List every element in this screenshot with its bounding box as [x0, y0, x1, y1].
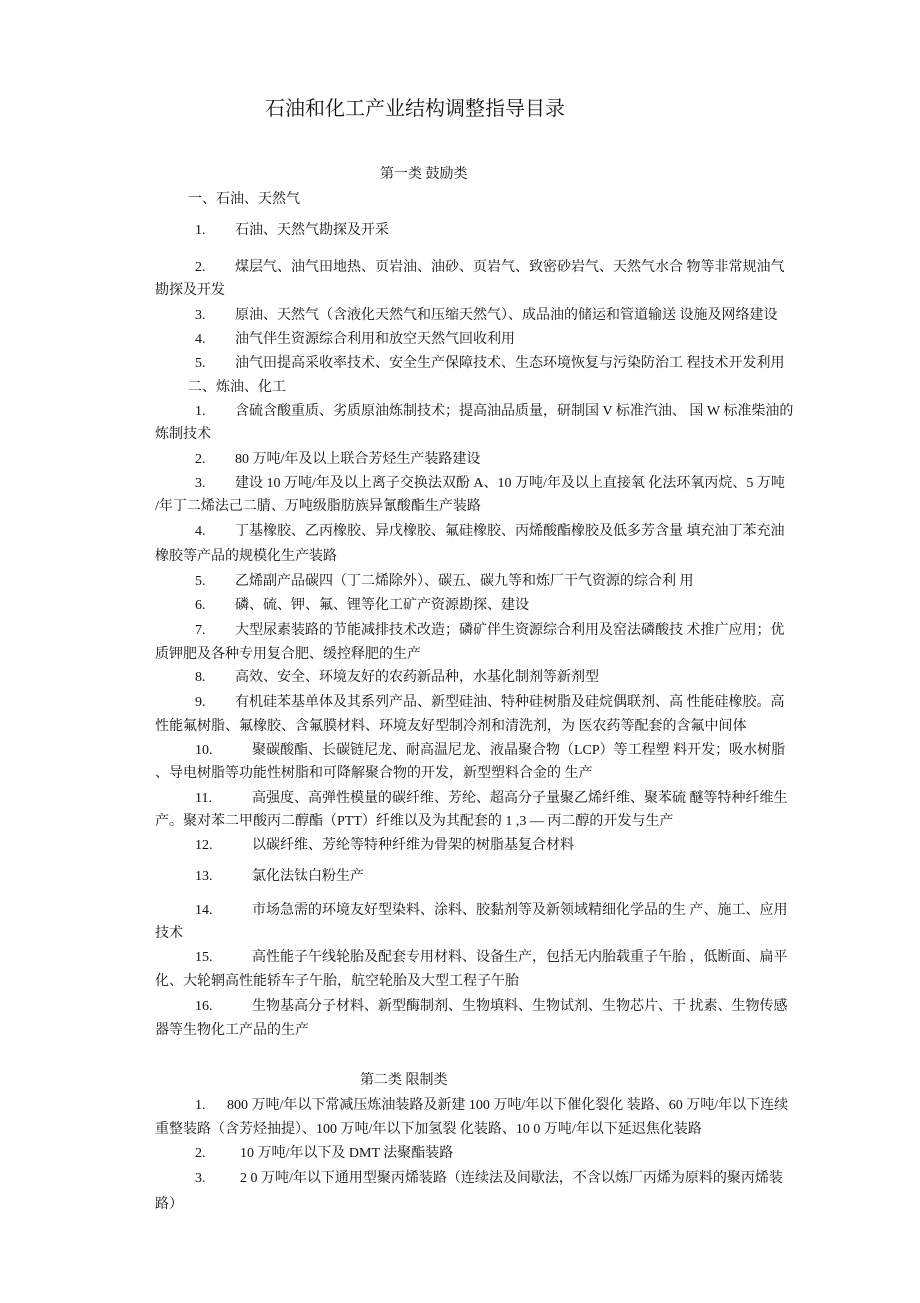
item-text-line: 市场急需的环境友好型染料、涂料、胶黏剂等及新领域精细化学品的生 产、施工、应用: [252, 903, 788, 918]
item-text-line: 路）: [155, 1197, 183, 1212]
item-number: 1.: [195, 1098, 206, 1113]
item-text-line: 磷、硫、钾、氟、锂等化工矿产资源勘探、建设: [235, 598, 529, 613]
item-text-line: 有机硅苯基单体及其系列产品、新型硅油、特种硅树脂及硅烷偶联剂、高 性能硅橡胶。高: [235, 695, 785, 710]
item-text-line: 原油、天然气（含液化天然气和压缩天然气）、成品油的储运和管道输送 设施及网络建设: [235, 308, 778, 323]
item-number: 3.: [195, 308, 206, 323]
item-text-line: 炼制技术: [155, 427, 211, 442]
item-number: 5.: [195, 574, 206, 589]
item-text-line: 建设 10 万吨/年及以上离子交换法双酚 A、10 万吨/年及以上直接氧 化法环氧丙烷、5 万吨: [235, 476, 785, 491]
item-text-line: 产。聚对苯二甲酸丙二醇酯（PTT）纤维以及为其配套的 1 ,3 — 丙二醇的开发与生产: [155, 814, 674, 829]
item-text-line: 化、大轮辋高性能轿车子午胎，航空轮胎及大型工程子午胎: [155, 974, 519, 989]
item-number: 16.: [195, 999, 213, 1014]
item-number: 10.: [195, 743, 213, 758]
item-text-line: 橡胶等产品的规模化生产装路: [155, 549, 337, 564]
item-number: 1.: [195, 404, 206, 419]
item-number: 4.: [195, 332, 206, 347]
item-text-line: 大型尿素装路的节能减排技术改造；磷矿伴生资源综合利用及窑法磷酸技 术推广应用；优: [235, 623, 785, 638]
item-text-line: 丁基橡胶、乙丙橡胶、异戊橡胶、氟硅橡胶、丙烯酸酯橡胶及低多芳含量 填充油丁苯充油: [235, 524, 785, 539]
item-number: 3.: [195, 476, 206, 491]
item-text-line: 生物基高分子材料、新型酶制剂、生物填料、生物试剂、生物芯片、干 扰素、生物传感: [252, 999, 788, 1014]
item-text-line: 800 万吨/年以下常减压炼油装路及新建 100 万吨/年以下催化裂化 装路、60 万吨/年以下连续: [227, 1098, 789, 1113]
item-text-line: 以碳纤维、芳纶等特种纤维为骨架的树脂基复合材料: [252, 838, 574, 853]
item-number: 1.: [195, 223, 206, 238]
item-number: 13.: [195, 869, 213, 884]
item-number: 11.: [195, 791, 212, 806]
item-text-line: 、导电树脂等功能性树脂和可降解聚合物的开发，新型塑料合金的 生产: [155, 766, 593, 781]
item-text-line: 勘探及开发: [155, 283, 225, 298]
section-heading: 第一类 鼓励类: [380, 167, 468, 182]
item-number: 5.: [195, 356, 206, 371]
group-heading: 一、石油、天然气: [188, 192, 300, 207]
item-text-line: 高效、安全、环境友好的农药新品种，水基化制剂等新剂型: [235, 670, 599, 685]
item-text-line: 性能氟树脂、氟橡胶、含氟膜材料、环境友好型制冷剂和清洗剂，为 医农药等配套的含氟中间体: [155, 719, 747, 734]
item-text-line: 煤层气、油气田地热、页岩油、油砂、页岩气、致密砂岩气、天然气水合 物等非常规油气: [235, 260, 785, 275]
item-number: 12.: [195, 838, 213, 853]
group-heading: 二、炼油、化工: [188, 380, 286, 395]
item-text-line: 质钾肥及各种专用复合肥、缓控释肥的生产: [155, 647, 421, 662]
item-number: 3.: [195, 1171, 206, 1186]
item-text-line: 2 0 万吨/年以下通用型聚丙烯装路（连续法及间歇法，不含以炼厂丙烯为原料的聚丙烯装: [240, 1171, 783, 1186]
item-number: 6.: [195, 598, 206, 613]
item-text-line: 技术: [155, 926, 183, 941]
item-number: 8.: [195, 670, 206, 685]
item-text-line: 重整装路（含芳烃抽提）、100 万吨/年以下加氢裂 化装路、10 0 万吨/年以下延迟焦化装路: [155, 1122, 702, 1137]
item-text-line: 石油、天然气勘探及开采: [235, 223, 389, 238]
item-number: 4.: [195, 524, 206, 539]
item-number: 7.: [195, 623, 206, 638]
item-number: 15.: [195, 950, 213, 965]
item-text-line: 氯化法钛白粉生产: [252, 869, 364, 884]
item-number: 9.: [195, 695, 206, 710]
item-text-line: 器等生物化工产品的生产: [155, 1023, 309, 1038]
item-number: 2.: [195, 260, 206, 275]
document-title: 石油和化工产业结构调整指导目录: [265, 98, 565, 120]
item-text-line: 高性能子午线轮胎及配套专用材料、设备生产，包括无内胎载重子午胎 ，低断面、扁平: [252, 950, 788, 965]
item-text-line: 80 万吨/年及以上联合芳烃生产装路建设: [235, 452, 481, 467]
section-heading: 第二类 限制类: [360, 1073, 448, 1088]
item-text-line: 油气伴生资源综合利用和放空天然气回收利用: [235, 332, 515, 347]
item-text-line: 10 万吨/年以下及 DMT 法聚酯装路: [240, 1146, 454, 1161]
item-text-line: 油气田提高采收率技术、安全生产保障技术、生态环境恢复与污染防治工 程技术开发利用: [235, 356, 785, 371]
item-text-line: 聚碳酸酯、长碳链尼龙、耐高温尼龙、液晶聚合物（LCP）等工程塑 料开发；吸水树脂: [252, 743, 786, 758]
item-text-line: 乙烯副产品碳四（丁二烯除外）、碳五、碳九等和炼厂干气资源的综合利 用: [235, 574, 694, 589]
item-number: 14.: [195, 903, 213, 918]
item-text-line: /年丁二烯法己二腈、万吨级脂肪族异氰酸酯生产装路: [155, 499, 481, 514]
item-number: 2.: [195, 1146, 206, 1161]
item-number: 2.: [195, 452, 206, 467]
item-text-line: 含硫含酸重质、劣质原油炼制技术；提高油品质量，研制国 V 标准汽油、 国 W 标准柴油的: [235, 404, 794, 419]
item-text-line: 高强度、高弹性模量的碳纤维、芳纶、超高分子量聚乙烯纤维、聚苯硫 醚等特种纤维生: [252, 791, 788, 806]
